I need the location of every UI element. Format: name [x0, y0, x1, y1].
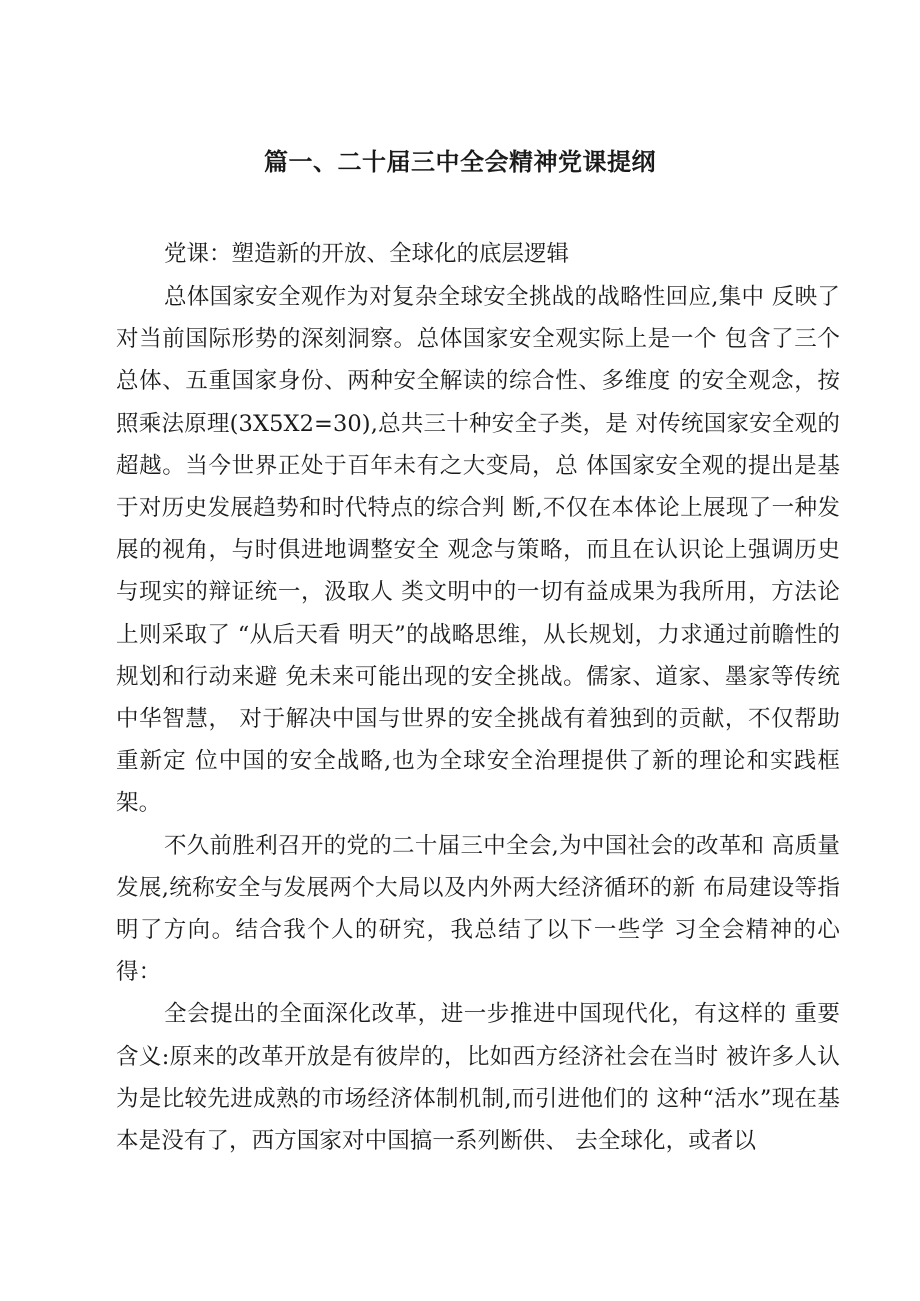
paragraph-1: 总体国家安全观作为对复杂全球安全挑战的战略性回应,集中 反映了对当前国际形势的深刻洞察。总体国家安全观实际上是一个 包含了三个总体、五重国家身份、两种安全解读的综合性、多维度 的安全观念，按照乘法原理(3X5X2=30),总共三十种安全子类，是 对传统国家安全观的超越。当今世界正处于百年未有之大变局，总 体国家安全观的提出是基于对历史发展趋势和时代特点的综合判 断,不仅在本体论上展现了一种发展的视角，与时俱进地调整安全 观念与策略，而且在认识论上强调历史与现实的辩证统一，汲取人 类文明中的一切有益成果为我所用，方法论上则采取了 “从后天看 明天”的战略思维，从长规划，力求通过前瞻性的规划和行动来避 免未来可能出现的安全挑战。儒家、道家、墨家等传统中华智慧， 对于解决中国与世界的安全挑战有着独到的贡献，不仅帮助重新定 位中国的安全战略,也为全球安全治理提供了新的理论和实践框架。: [116, 284, 840, 817]
paragraph-2: 不久前胜利召开的党的二十届三中全会,为中国社会的改革和 高质量发展,统称安全与发展两个大局以及内外两大经济循环的新 布局建设等指明了方向。结合我个人的研究，我总结了以下一些学 习全会精神的心得：: [116, 832, 840, 986]
paragraph-3: 全会提出的全面深化改革，进一步推进中国现代化，有这样的 重要含义:原来的改革开放是有彼岸的，比如西方经济社会在当时 被许多人认为是比较先进成熟的市场经济体制机制,而引进他们的 这种“活水”现在基本是没有了，西方国家对中国搞一系列断供、 去全球化，或者以: [116, 1001, 840, 1155]
document-title: 篇一、二十届三中全会精神党课提纲: [264, 148, 656, 176]
lecture-subtitle: 党课：塑造新的开放、全球化的底层逻辑: [164, 241, 570, 267]
document-body: [116, 276, 840, 1162]
